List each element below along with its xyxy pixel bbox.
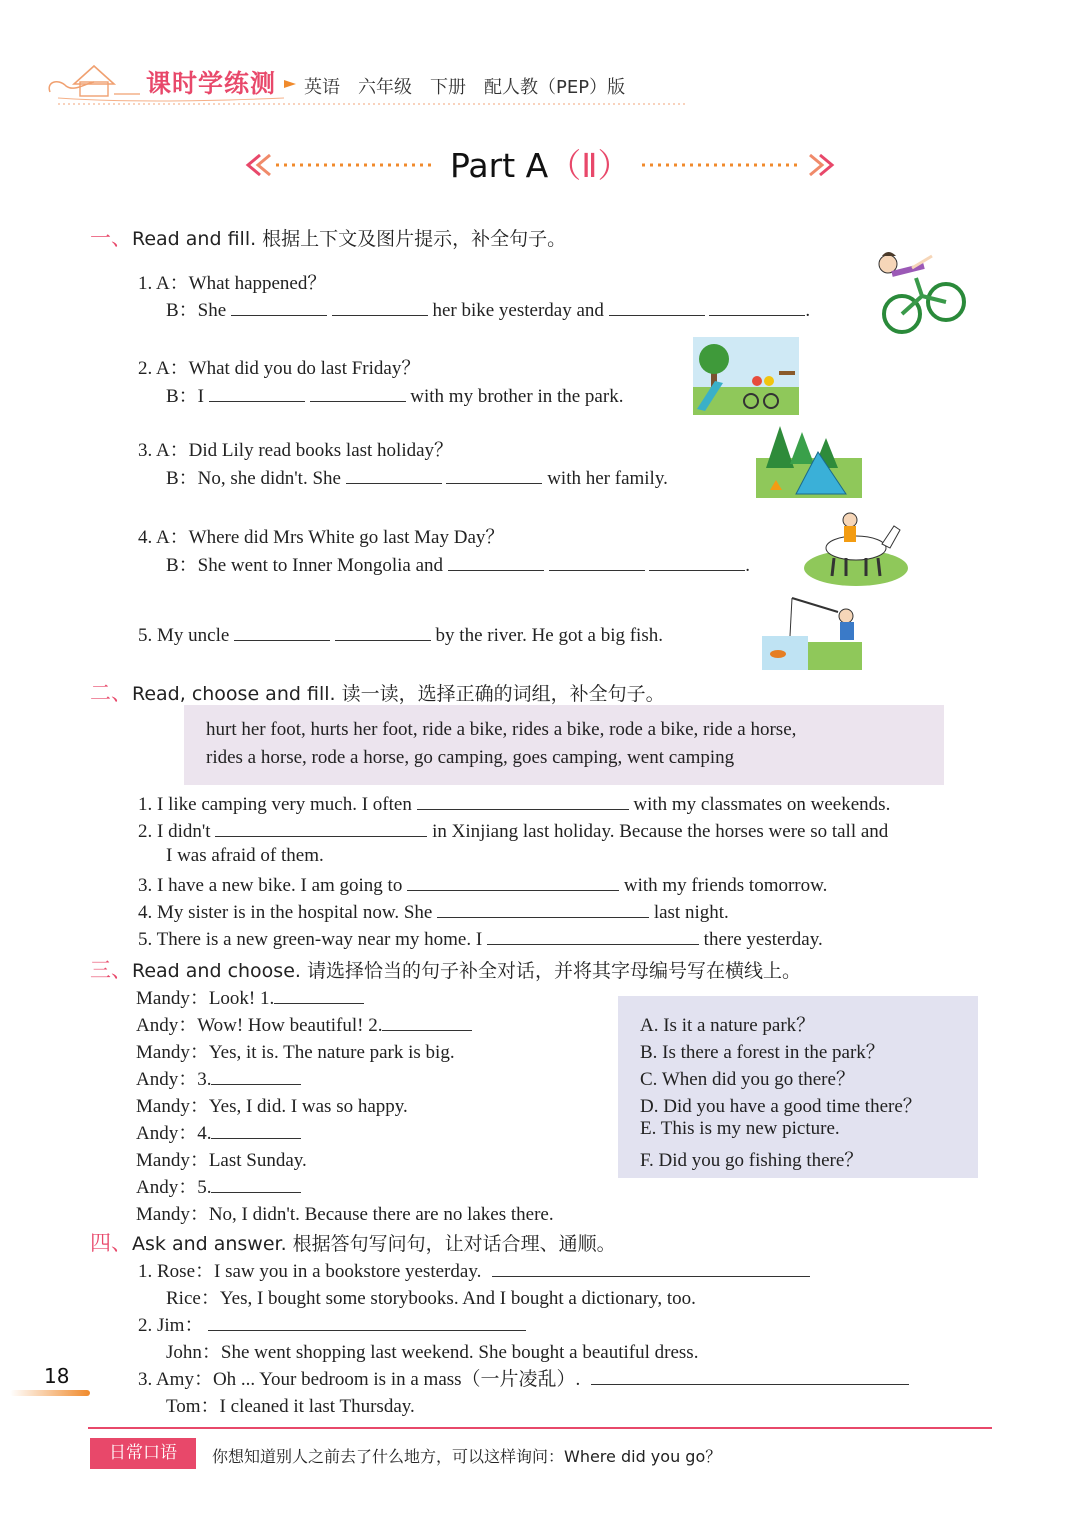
s2-item-3: 3. I have a new bike. I am going to with my friends tomorrow. xyxy=(138,872,827,897)
horse-riding-illustration xyxy=(802,500,910,588)
footer-divider xyxy=(88,1427,992,1429)
answer-blank[interactable] xyxy=(487,926,699,945)
s1-item-3-answer: B：No, she didn't. She with her family. xyxy=(166,463,668,490)
answer-blank[interactable] xyxy=(437,899,649,918)
s1-item-2-question: 2. A：What did you do last Friday？ xyxy=(138,358,421,379)
option-d: D. Did you have a good time there？ xyxy=(640,1096,922,1117)
dialog-line: Andy：5. xyxy=(136,1172,301,1199)
section-3-number: 三、 xyxy=(90,958,132,982)
answer-blank[interactable] xyxy=(274,985,364,1004)
answer-blank[interactable] xyxy=(446,465,542,484)
s4-item-2-line-b: John：She went shopping last weekend. She bought a beautiful dress. xyxy=(166,1342,699,1363)
section-3-title: Read and choose. 请选择恰当的句子补全对话，并将其字母编号写在横线上。 xyxy=(132,960,801,982)
answer-blank[interactable] xyxy=(209,383,305,402)
answer-blank[interactable] xyxy=(346,465,442,484)
options-box xyxy=(618,996,978,1178)
answer-blank[interactable] xyxy=(234,622,330,641)
section-2-title: Read, choose and fill. 读一读，选择正确的词组，补全句子。 xyxy=(132,683,665,705)
answer-blank[interactable] xyxy=(211,1066,301,1085)
s2-item-2-continued: I was afraid of them. xyxy=(166,845,324,866)
answer-blank[interactable] xyxy=(649,552,745,571)
girl-falling-bike-illustration xyxy=(872,248,968,338)
brand-title: 课时学练测 xyxy=(146,69,277,98)
s1-item-1-number: 1. xyxy=(138,273,153,294)
section-1-title: Read and fill. 根据上下文及图片提示，补全句子。 xyxy=(132,228,567,250)
answer-blank[interactable] xyxy=(407,872,619,891)
right-arrow-decoration xyxy=(640,150,840,180)
park-biking-illustration xyxy=(693,337,799,415)
dialog-line: Andy：Wow! How beautiful! 2. xyxy=(136,1010,472,1037)
option-c: C. When did you go there？ xyxy=(640,1069,855,1090)
s2-item-4: 4. My sister is in the hospital now. She last night. xyxy=(138,899,729,924)
answer-blank[interactable] xyxy=(332,297,428,316)
dialog-line: Mandy：Last Sunday. xyxy=(136,1150,307,1171)
s1-item-5: 5. My uncle by the river. He got a big fish. xyxy=(138,622,663,647)
title-paren: （Ⅱ） xyxy=(548,146,631,185)
phrase-bank-box xyxy=(184,705,944,785)
book-subtitle: 英语 六年级 下册 配人教（PEP）版 xyxy=(304,77,626,98)
dialog-line: Mandy：Look! 1. xyxy=(136,983,364,1010)
answer-blank[interactable] xyxy=(417,791,629,810)
answer-blank[interactable] xyxy=(709,297,805,316)
answer-blank[interactable] xyxy=(215,818,427,837)
page-number: 18 xyxy=(44,1364,70,1388)
s1-item-1-question xyxy=(138,268,326,295)
answer-blank[interactable] xyxy=(609,297,705,316)
fishing-illustration xyxy=(762,592,862,670)
answer-blank[interactable] xyxy=(382,1012,472,1031)
s4-item-2-line-a: 2. Jim： xyxy=(138,1310,526,1337)
answer-blank[interactable] xyxy=(208,1312,526,1331)
phrase-bank-line-2: rides a horse, rode a horse, go camping, goes camping, went camping xyxy=(206,747,735,768)
answer-blank[interactable] xyxy=(591,1366,909,1385)
answer-blank[interactable] xyxy=(335,622,431,641)
answer-blank[interactable] xyxy=(211,1120,301,1139)
option-a: A. Is it a nature park？ xyxy=(640,1015,816,1036)
dialog-line: Mandy：No, I didn't. Because there are no lakes there. xyxy=(136,1204,554,1225)
section-1-number: 一、 xyxy=(90,226,132,250)
s1-item-1-answer: B：She her bike yesterday and . xyxy=(166,295,810,322)
section-4-title: Ask and answer. 根据答句写问句，让对话合理、通顺。 xyxy=(132,1233,616,1255)
option-b: B. Is there a forest in the park？ xyxy=(640,1042,885,1063)
answer-blank[interactable] xyxy=(448,552,544,571)
s1-item-3-question: 3. A：Did Lily read books last holiday？ xyxy=(138,440,454,461)
footer-tag: 日常口语 xyxy=(90,1438,196,1469)
answer-blank[interactable] xyxy=(492,1258,810,1277)
dialog-line: Mandy：Yes, it is. The nature park is big. xyxy=(136,1042,455,1063)
page-number-bar xyxy=(10,1390,90,1396)
s4-item-3-line-a: 3. Amy：Oh ... Your bedroom is in a mass（一片凌乱）. xyxy=(138,1364,909,1391)
option-f: F. Did you go fishing there？ xyxy=(640,1150,864,1171)
answer-blank[interactable] xyxy=(310,383,406,402)
left-arrow-decoration xyxy=(240,150,440,180)
s2-item-1: 1. I like camping very much. I often with my classmates on weekends. xyxy=(138,791,890,816)
s2-item-5: 5. There is a new green-way near my home. I there yesterday. xyxy=(138,926,823,951)
dialog-line: Andy：4. xyxy=(136,1118,301,1145)
phrase-bank-line-1: hurt her foot, hurts her foot, ride a bike, rides a bike, rode a bike, ride a horse, xyxy=(206,719,797,740)
s4-item-1-line-a: 1. Rose：I saw you in a bookstore yesterday. xyxy=(138,1256,810,1283)
s4-item-1-line-b: Rice：Yes, I bought some storybooks. And I bought a dictionary, too. xyxy=(166,1288,696,1309)
s1-item-4-question: 4. A：Where did Mrs White go last May Day？ xyxy=(138,527,505,548)
answer-blank[interactable] xyxy=(211,1174,301,1193)
option-e: E. This is my new picture. xyxy=(640,1118,840,1139)
s1-item-1-a-line: A：What happened？ xyxy=(155,273,327,294)
section-2-number: 二、 xyxy=(90,681,132,705)
s1-item-2-answer: B：I with my brother in the park. xyxy=(166,381,623,408)
camping-tent-illustration xyxy=(756,418,862,498)
section-4-number: 四、 xyxy=(90,1231,132,1255)
footer-tip: 你想知道别人之前去了什么地方，可以这样询问：Where did you go？ xyxy=(212,1447,722,1466)
title-part: Part A xyxy=(450,146,549,185)
dialog-line: Andy：3. xyxy=(136,1064,301,1091)
s4-item-3-line-b: Tom：I cleaned it last Thursday. xyxy=(166,1396,415,1417)
s1-item-4-answer: B：She went to Inner Mongolia and . xyxy=(166,550,750,577)
s2-item-2: 2. I didn't in Xinjiang last holiday. Because the horses were so tall and xyxy=(138,818,888,843)
answer-blank[interactable] xyxy=(549,552,645,571)
dialog-line: Mandy：Yes, I did. I was so happy. xyxy=(136,1096,408,1117)
answer-blank[interactable] xyxy=(231,297,327,316)
